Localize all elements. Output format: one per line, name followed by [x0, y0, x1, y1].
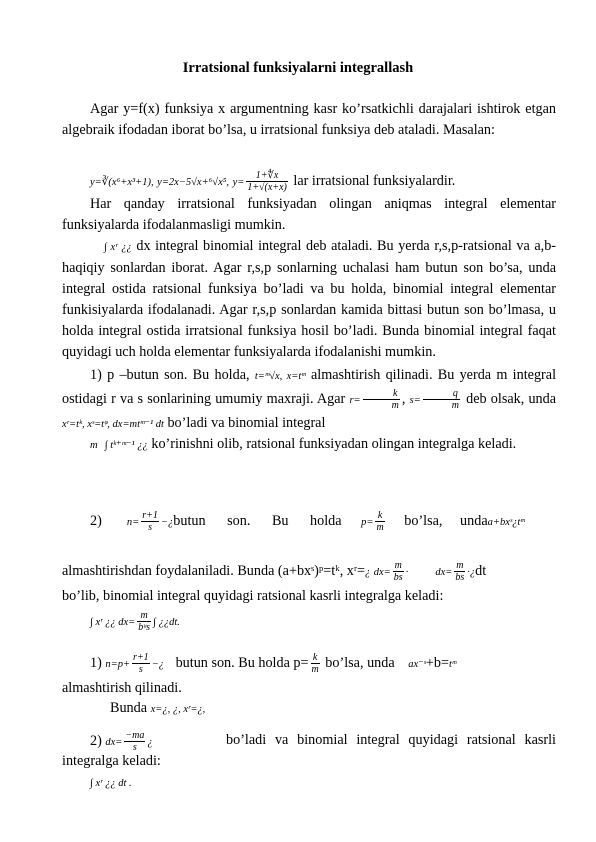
intro-paragraph: Agar y=f(x) funksiya x argumentning kasr ko’rsatkichli darajalari ishtirok etgan algebraik ifodadan iborat bo’lsa, u irratsional funksiya deb ataladi. Masalan: [62, 101, 556, 138]
binomial-paragraph: ∫ xʳ ¿¿ dx integral binomial integral deb ataladi. Bu yerda r,s,p-ratsional va a,b-haqiqiy sonlardan iborat. Agar r,s,p sonlarning uchalasi ham butun son bo’sa, unda integral ostida ratsional funksiya bo’ladi va bu holda, binomial integral elementar funkisiyalarda ifodalanadi. Agar r,s,p sonlardan kamida bittasi butun son bo’lmasa, u holda integral ostida irratsional funksiya hosil bo’ladi. Bunda binomial integral faqat quyidagi uch holda elementar funksiyalarda ifodalanishi mumkin. [62, 238, 557, 360]
dx-fraction-2: $\frac{m}{bs}$ [455, 560, 465, 583]
example-3-fraction: $\frac{1+∜x}{1+√(x+x)}$ [247, 170, 287, 193]
case-4-line: 2) dx= $\frac{-ma}{s}$ ¿ [90, 730, 153, 753]
example-2-formula: y=2x−5√x+⁶√x⁵, [157, 176, 230, 188]
examples-tail: lar irratsional funksiyalardir. [293, 172, 456, 189]
binomial-integral-formula: ∫ xʳ ¿¿ [104, 242, 132, 253]
case-3-bunda-line: Bunda x=¿, ¿, xʳ=¿, [110, 700, 206, 716]
case-4-integral: ∫ xʳ ¿¿ dt . [90, 778, 132, 789]
case-2-line-3: bo’lib, binomial integral quyidagi ratsional kasrli integralga keladi: [62, 588, 444, 604]
s-fraction: $\frac{q}{m}$ [423, 388, 460, 411]
case-1-relations: xʳ=tᵏ, xˢ=tᵠ, dx=mtᵐ⁻¹ dt [62, 419, 164, 430]
case-4-text: bo’ladi va binomial integral quyidagi ratsional kasrli integralga keladi: [62, 732, 556, 769]
minus-ma-over-s-fraction: $\frac{-ma}{s}$ [125, 730, 145, 753]
example-3-lhs: y= [232, 176, 245, 188]
n-fraction: $\frac{r+1}{s}$ [142, 510, 158, 533]
case-2-substitution: a+bxˢ¿tᵐ [487, 516, 525, 528]
n-plus-p-fraction: $\frac{r+1}{s}$ [133, 652, 149, 675]
case-1-paragraph: 1) p –butun son. Bu holda, t=ᵐ√x, x=tᵐ almashtirish qilinadi. Bu yerda m integral ostidagi r va s sonlarining umumiy maxraji. Agar r= $\frac{k}{m}$ , s= $\frac{q}{m}$ deb olsak, unda xʳ=tᵏ, xˢ=tᵠ, dx=mtᵐ⁻¹ dt bo’ladi va binomial integral [62, 367, 557, 431]
case-2-line: 2) n= $\frac{r+1}{s}$ −¿butun son. Bu holda p= $\frac{k}{m}$ bo’lsa, undaa+bxˢ¿tᵐ [90, 510, 525, 533]
p-fraction: $\frac{k}{m}$ [376, 510, 384, 533]
r-fraction: $\frac{k}{m}$ [363, 388, 400, 411]
case-1-integral: ∫ tᵏ⁺ᵐ⁻¹ ¿¿ [104, 440, 148, 451]
case-3-line: 1) n=p+ $\frac{r+1}{s}$ −¿ butun son. Bu holda p= $\frac{k}{m}$ bo’lsa, unda ax⁻ˢ+b=tᵐ [90, 652, 457, 675]
case-1-substitution: t=ᵐ√x, x=tᵐ [254, 371, 306, 382]
dx-fraction-1: $\frac{m}{bs}$ [393, 560, 403, 583]
page-title: Irratsional funksiyalarni integrallash [182, 60, 414, 76]
k-over-m-fraction: $\frac{k}{m}$ [311, 652, 319, 675]
examples-line [90, 170, 455, 193]
case-1-integral-line: m ∫ tᵏ⁺ᵐ⁻¹ ¿¿ ko’rinishni olib, ratsional funksiyadan olingan integralga keladi. [90, 436, 517, 452]
example-1-formula: y=∛(x⁶+x³+1), [90, 176, 154, 188]
case-2-line-2: almashtirishdan foydalaniladi. Bunda (a+bxˢ)ᵖ=tᵏ, xʳ=¿ dx= $\frac{m}{bs}$ · dx= $\frac{m}{bs}$ ·¿dt [62, 560, 487, 583]
paragraph-2: Har qanday irratsional funksiyadan olingan aniqmas integral elementar funksiyalarda ifodalanmasligi mumkin. [62, 196, 556, 233]
case-2-rational-integral: ∫ xʳ ¿¿ dx= $\frac{m}{\text{bᵘs}}$ ∫ ¿¿dt. [90, 610, 180, 633]
case-3-line-2: almashtirish qilinadi. [62, 680, 182, 696]
m-over-bs-fraction: $\frac{m}{\text{bᵘs}}$ [138, 610, 151, 633]
